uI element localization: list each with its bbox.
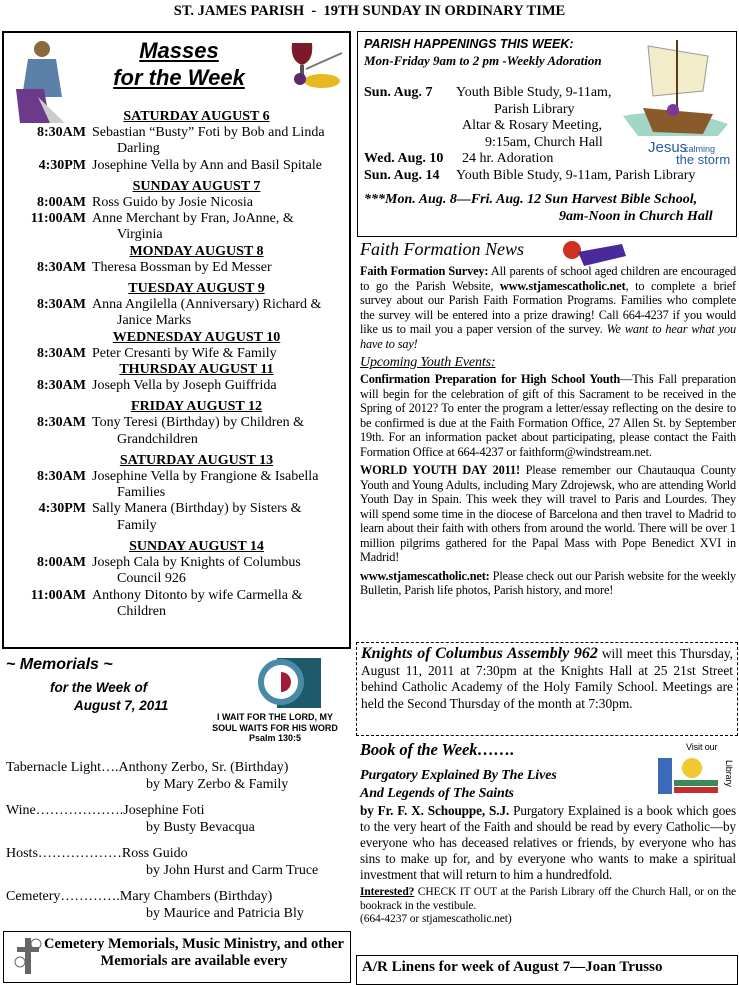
- interested-heading: Interested?: [360, 886, 415, 898]
- mass-entry: [4, 211, 349, 244]
- memorial-donor: by John Hurst and Carm Truce: [146, 863, 319, 878]
- intention-wrap: Janice Marks: [117, 313, 192, 329]
- intention-text: Tony Teresi (Birthday) by Children &: [92, 415, 305, 431]
- youth-events-heading: Upcoming Youth Events:: [360, 355, 496, 370]
- memorials-subtitle: [50, 679, 168, 715]
- mass-day-heading: THURSDAY AUGUST 11: [119, 361, 274, 377]
- book-description: [360, 803, 736, 883]
- event-text: Youth Bible Study, 9-11am, Parish Library: [456, 167, 696, 183]
- mass-intention: [89, 415, 306, 448]
- confirmation-paragraph: [360, 372, 736, 459]
- mass-entry: [4, 125, 349, 158]
- mass-entry: [4, 415, 349, 448]
- mass-intention: [89, 158, 324, 174]
- mass-entry: [4, 297, 349, 330]
- book-of-week-section: [360, 740, 736, 927]
- intention-text: Theresa Bossman by Ed Messer: [92, 259, 272, 275]
- mass-time: 11:00AM: [30, 211, 86, 227]
- mass-time: 4:30PM: [38, 501, 86, 517]
- intention-wrap: Children: [117, 603, 166, 619]
- survey-text: All parents of school aged children are encouraged to go the Parish Website,: [360, 264, 736, 293]
- book-section-title: Book of the Week…….: [360, 740, 515, 759]
- interested-paragraph: [360, 886, 736, 913]
- mass-day-heading: FRIDAY AUGUST 12: [131, 399, 262, 415]
- book-title-line-2: And Legends of The Saints: [360, 786, 514, 801]
- event-text: Altar & Rosary Meeting,: [462, 118, 602, 133]
- intention-wrap: Darling: [117, 141, 160, 157]
- book-desc-text: Purgatory Explained is a book which goes to the very heart of the Faith and should be read by every Catholic—by everyone who has deceased relatives or friends, by everyone who has sins to make up for, and by everyone who wants to make a spiritual investment that will return to him a hundredfold.: [360, 803, 736, 882]
- interested-text: CHECK IT OUT at the Parish Library off the Church Hall, or on the bookrack in the vestibule.: [360, 886, 736, 912]
- memorials-title: ~ Memorials ~: [6, 656, 113, 673]
- intention-text: Peter Cresanti by Wife & Family: [92, 345, 277, 361]
- event-text: Youth Bible Study, 9-11am,: [456, 85, 612, 100]
- mass-time: 8:30AM: [37, 345, 86, 361]
- mass-time: 8:30AM: [37, 297, 86, 313]
- memorial-donor: by Busty Bevacqua: [146, 820, 255, 835]
- intention-text: Josephine Vella by Ann and Basil Spitale: [92, 157, 322, 173]
- svg-text:Jesus: Jesus: [648, 139, 688, 156]
- website-text: Please check out our Parish website for the weekly Bulletin, Parish life photos, Parish history, and more!: [360, 568, 736, 597]
- kofc-text: will meet this Thursday, August 11, 2011 at 7:30pm at the Knights Hall at 25 21st Street behind Catholic Academy of the Holy Family School. Meetings are held the Second Thursday of the month at 7:30pm.: [361, 646, 733, 712]
- memorials-sub-1: for the Week of: [50, 680, 148, 695]
- website-paragraph: [360, 569, 736, 598]
- mass-intention: [89, 125, 327, 158]
- mass-day-heading: SUNDAY AUGUST 14: [129, 539, 264, 555]
- mass-time: 8:30AM: [37, 259, 86, 275]
- book-title-line-1: Purgatory Explained By The Lives: [360, 768, 557, 783]
- wyd-text: Please remember our Chautauqua County Youth and Young Adults, including Mary Zdrojewsk, who are attending World Youth Day in Spain. This week they will travel to Paris and Lourdes. They will spend some time in the diocese of Barcelona and then travel to Madrid to learn about their faith with others from around the world. There will be over 1 million pilgrims gathered for the Papal Mass with Pope Benedict XVI in Madrid!: [360, 463, 736, 564]
- mass-intention: [89, 297, 323, 330]
- mass-entry: [4, 195, 349, 211]
- event-row: [364, 168, 730, 185]
- mass-time: 8:30AM: [37, 468, 86, 484]
- memorial-item: [6, 802, 346, 836]
- event-text: 24 hr. Adoration: [462, 151, 554, 166]
- mass-time: 8:00AM: [37, 555, 86, 571]
- title-line-2: for the Week: [113, 65, 245, 90]
- survey-text: , to complete a brief survey about our Parish Faith Formation Programs. Families who complete the survey will be entered into a prize drawing! Call 664-4237 if you would like us to mail you a paper version of the survey.: [360, 278, 736, 336]
- bible-school-note: ***Mon. Aug. 8—Fri. Aug. 12 Sun Harvest Bible School,: [364, 192, 698, 207]
- mass-intention: [89, 501, 304, 534]
- event-text: 9:15am, Church Hall: [485, 134, 603, 150]
- mass-time: 4:30PM: [38, 157, 86, 173]
- event-date: Sun. Aug. 14: [364, 167, 440, 183]
- event-date: Wed. Aug. 10: [364, 151, 444, 166]
- mass-entry: [4, 158, 349, 174]
- mass-entry: [4, 378, 349, 394]
- happenings-title: PARISH HAPPENINGS THIS WEEK:: [364, 37, 574, 51]
- svg-text:calming: calming: [684, 144, 716, 154]
- mass-intention: [89, 195, 255, 211]
- mass-intention: [89, 469, 320, 502]
- mass-entry: [4, 346, 349, 362]
- memorial-label: Tabernacle Light….Anthony Zerbo, Sr. (Birthday): [6, 760, 289, 775]
- mass-intention: [89, 346, 279, 362]
- title-line-1: Masses: [139, 38, 219, 63]
- mass-time: 8:30AM: [37, 415, 86, 431]
- bible-school-note-2: 9am-Noon in Church Hall: [559, 208, 713, 224]
- intention-text: Joseph Cala by Knights of Columbus: [92, 555, 301, 571]
- adoration-line: Mon-Friday 9am to 2 pm -Weekly Adoration: [364, 52, 602, 68]
- intention-text: Ross Guido by Josie Nicosia: [92, 194, 253, 210]
- mass-schedule-list: [4, 109, 349, 620]
- mass-day-heading: SATURDAY AUGUST 6: [123, 109, 270, 124]
- book-author: by Fr. F. X. Schouppe, S.J.: [360, 803, 510, 818]
- mass-entry: [4, 588, 349, 621]
- memorial-label: Wine……………….Josephine Foti: [6, 803, 205, 818]
- memorial-donor: by Maurice and Patricia Bly: [146, 906, 304, 921]
- intention-wrap: Council 926: [117, 571, 186, 587]
- knights-of-columbus-box: [356, 642, 738, 736]
- mass-day-heading: WEDNESDAY AUGUST 10: [112, 329, 281, 345]
- mass-intention: [89, 211, 296, 244]
- intention-text: Anna Angilella (Anniversary) Richard &: [92, 297, 322, 313]
- intention-wrap: Grandchildren: [117, 431, 198, 447]
- kofc-heading: Knights of Columbus Assembly 962: [361, 645, 598, 662]
- mass-intention: [89, 588, 304, 621]
- page-header: ST. JAMES PARISH - 19TH SUNDAY IN ORDINARY TIME: [173, 3, 566, 19]
- website-link[interactable]: www.stjamescatholic.net: [499, 278, 626, 293]
- mass-time: 8:30AM: [37, 377, 86, 393]
- intention-wrap: Family: [117, 517, 157, 533]
- memorial-item: [6, 888, 346, 922]
- mass-intention: [89, 378, 279, 394]
- notice-text: Cemetery Memorials, Music Ministry, and other Memorials are available every: [44, 936, 344, 969]
- event-date: Sun. Aug. 7: [364, 85, 433, 100]
- confirmation-text: —This Fall preparation will begin for the celebration of gift of this Sacrament to be received in the Spring of 2012? To enter the program a letter/essay reflecting on the desire to be confirmed is due at the Faith Formation Office, 27 Allen St. by September 19th. For an information packet about participating, please contact the Faith Formation Office at 664-4237 or faithform@windstream.net.: [360, 372, 736, 459]
- intention-text: Sally Manera (Birthday) by Sisters &: [92, 501, 302, 517]
- survey-paragraph: [360, 264, 736, 351]
- mass-intention: [89, 555, 303, 588]
- faith-formation-section: [360, 238, 736, 602]
- jesus-calming-storm-clipart-icon: [618, 36, 733, 166]
- memorial-item: [6, 759, 346, 793]
- mass-day-heading: SUNDAY AUGUST 7: [132, 178, 261, 194]
- mass-time: 8:00AM: [37, 194, 86, 210]
- apple-book-icon: [560, 238, 630, 268]
- mass-intention: [89, 260, 274, 276]
- intention-wrap: Families: [117, 485, 166, 501]
- intention-text: Anne Merchant by Fran, JoAnne, &: [92, 211, 294, 227]
- memorials-sub-2: August 7, 2011: [74, 698, 169, 713]
- parish-happenings-box: [357, 31, 737, 237]
- survey-heading: Faith Formation Survey:: [360, 264, 489, 278]
- library-books-icon: [650, 740, 734, 796]
- wyd-paragraph: [360, 463, 736, 565]
- intention-text: Anthony Ditonto by wife Carmella &: [92, 587, 303, 603]
- memorial-item: [6, 845, 346, 879]
- intention-text: Joseph Vella by Joseph Guiffrida: [92, 377, 277, 393]
- memorials-list: [6, 759, 346, 931]
- mass-day-heading: MONDAY AUGUST 8: [129, 243, 264, 259]
- website-heading[interactable]: www.stjamescatholic.net:: [360, 568, 490, 583]
- mass-entry: [4, 469, 349, 502]
- mass-day-heading: TUESDAY AUGUST 9: [128, 281, 265, 297]
- linens-box: A/R Linens for week of August 7—Joan Trusso: [356, 955, 738, 985]
- intention-wrap: Virginia: [117, 227, 163, 243]
- mass-entry: [4, 555, 349, 588]
- cemetery-memorials-notice: [3, 931, 351, 983]
- svg-text:Library: Library: [724, 760, 734, 787]
- wyd-heading: WORLD YOUTH DAY 2011!: [360, 463, 520, 477]
- psalm-emblem-icon: [205, 654, 345, 710]
- book-contact: (664-4237 or stjamescatholic.net): [360, 913, 512, 925]
- mass-entry: [4, 501, 349, 534]
- masses-section: [2, 31, 351, 649]
- masses-title: [99, 37, 259, 91]
- faith-formation-title: Faith Formation News: [360, 239, 525, 259]
- svg-text:the storm: the storm: [676, 152, 731, 166]
- event-text: Parish Library: [494, 101, 575, 117]
- mass-time: 11:00AM: [30, 587, 86, 603]
- memorial-label: Hosts………………Ross Guido: [6, 846, 188, 861]
- svg-text:Visit our: Visit our: [686, 742, 718, 752]
- psalm-graphic: [205, 654, 345, 756]
- mass-entry: [4, 260, 349, 276]
- confirmation-heading: Confirmation Preparation for High School Youth: [360, 372, 621, 386]
- mass-day-heading: SATURDAY AUGUST 13: [119, 452, 274, 468]
- intention-text: Sebastian “Busty” Foti by Bob and Linda: [92, 125, 325, 140]
- cross-icon: [14, 936, 42, 976]
- memorial-donor: by Mary Zerbo & Family: [146, 777, 289, 792]
- memorial-label: Cemetery………….Mary Chambers (Birthday): [6, 889, 273, 904]
- survey-tagline: We want to hear what you have to say!: [360, 322, 736, 351]
- mass-time: 8:30AM: [37, 125, 86, 140]
- chalice-clipart-icon: [282, 39, 344, 95]
- psalm-graphic-text: I WAIT FOR THE LORD, MY SOUL WAITS FOR HIS WORD Psalm 130:5: [212, 712, 338, 743]
- intention-text: Josephine Vella by Frangione & Isabella: [92, 468, 319, 484]
